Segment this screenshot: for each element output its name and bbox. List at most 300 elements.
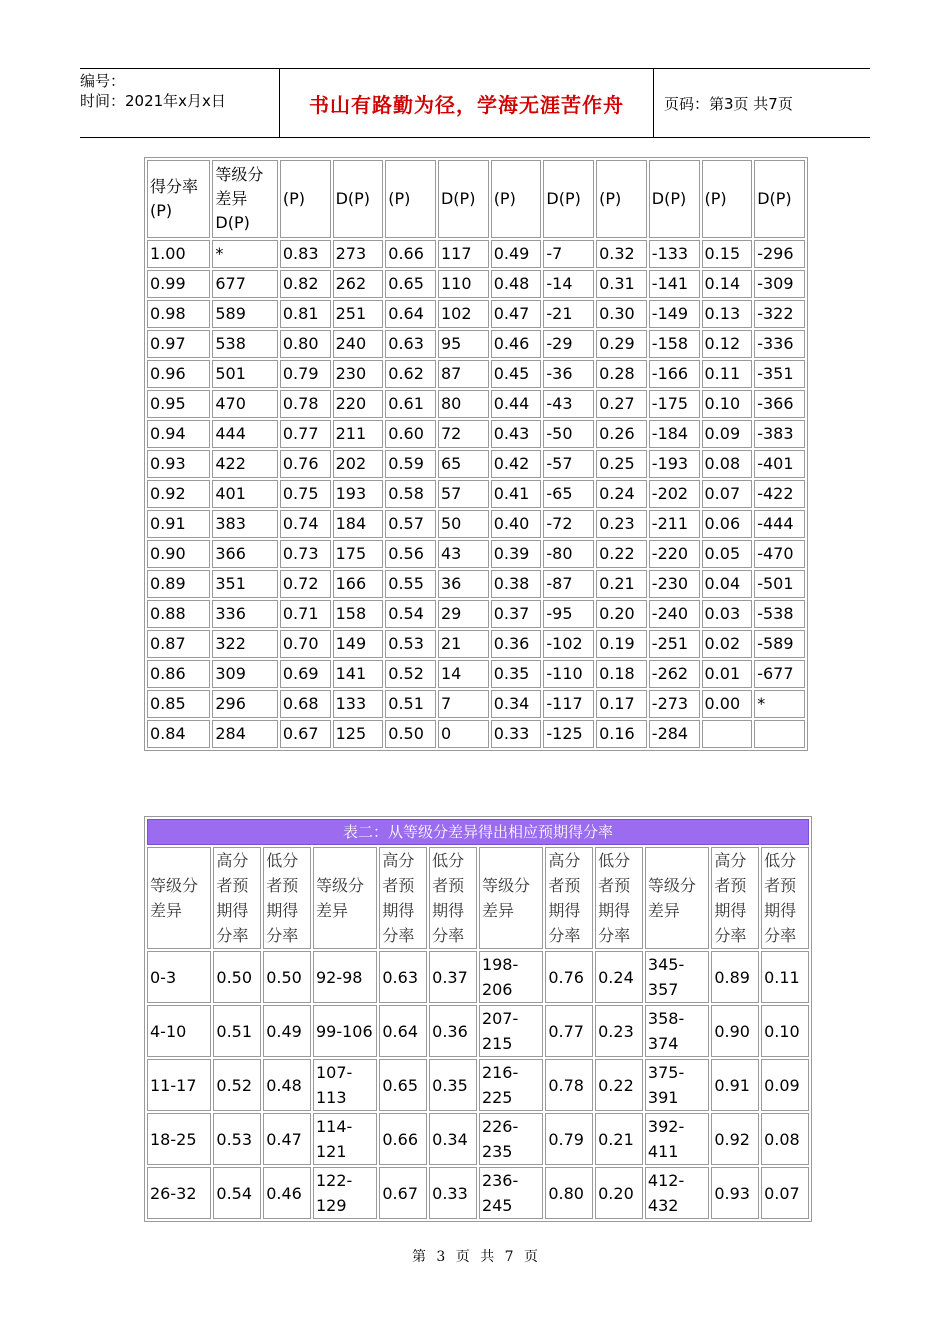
table-cell: 0.89 [147, 570, 210, 598]
table-cell: 0.67 [379, 1167, 427, 1219]
table2-title: 表二：从等级分差异得出相应预期得分率 [147, 819, 809, 845]
table-cell: 95 [438, 330, 489, 358]
table-cell: 240 [333, 330, 384, 358]
table-cell: 392-411 [645, 1113, 709, 1165]
table-cell: 99-106 [313, 1005, 377, 1057]
table-cell: 0.46 [491, 330, 542, 358]
table-row [147, 690, 805, 718]
table-cell: -322 [754, 300, 805, 328]
table-cell: 0.30 [596, 300, 647, 328]
table-cell: 0.05 [702, 540, 753, 568]
table-cell: 110 [438, 270, 489, 298]
table-cell: 230 [333, 360, 384, 388]
table-cell: 284 [212, 720, 278, 748]
column-header: 等级分差异 [147, 847, 211, 949]
table-cell: -262 [649, 660, 700, 688]
table-cell: -202 [649, 480, 700, 508]
table-cell: 158 [333, 600, 384, 628]
table-cell: 0.52 [213, 1059, 261, 1111]
table-cell: 0.85 [147, 690, 210, 718]
table-cell: 14 [438, 660, 489, 688]
table-cell: 0.07 [702, 480, 753, 508]
table-cell: -36 [543, 360, 594, 388]
column-header: 高分者预期得分率 [379, 847, 427, 949]
table-cell: 0.42 [491, 450, 542, 478]
table-cell: 322 [212, 630, 278, 658]
column-header: (P) [280, 160, 331, 238]
table-cell: -366 [754, 390, 805, 418]
table-cell: 0.00 [702, 690, 753, 718]
table-cell: 0.55 [385, 570, 436, 598]
table-cell: 0.65 [385, 270, 436, 298]
table-row [147, 540, 805, 568]
table-cell: 0.35 [491, 660, 542, 688]
table-cell: -220 [649, 540, 700, 568]
table-cell: 262 [333, 270, 384, 298]
table-cell: 366 [212, 540, 278, 568]
table-cell: 0.01 [702, 660, 753, 688]
table-cell: 0.38 [491, 570, 542, 598]
column-header: 得分率(P) [147, 160, 210, 238]
table-cell: -211 [649, 510, 700, 538]
table-cell: 0.16 [596, 720, 647, 748]
table-cell: 0.97 [147, 330, 210, 358]
table-row [147, 1005, 809, 1057]
table-cell: 0.90 [711, 1005, 759, 1057]
table-cell: 125 [333, 720, 384, 748]
table-cell: 0 [438, 720, 489, 748]
table-cell: 0.23 [596, 510, 647, 538]
table-cell: 0.92 [711, 1113, 759, 1165]
table-cell: 184 [333, 510, 384, 538]
table-cell: 0.77 [545, 1005, 593, 1057]
table-cell: 21 [438, 630, 489, 658]
column-header: 低分者预期得分率 [595, 847, 643, 949]
table-cell: 220 [333, 390, 384, 418]
table-cell: -7 [543, 240, 594, 268]
table-cell: 149 [333, 630, 384, 658]
table-cell: 0.25 [596, 450, 647, 478]
column-header: (P) [491, 160, 542, 238]
table-cell: -251 [649, 630, 700, 658]
table-cell: -95 [543, 600, 594, 628]
table-cell: 0.10 [761, 1005, 809, 1057]
table-cell: 0.32 [596, 240, 647, 268]
table-row [147, 300, 805, 328]
table-cell: -50 [543, 420, 594, 448]
table-row [147, 951, 809, 1003]
table-cell: 0.40 [491, 510, 542, 538]
table-cell: 0.06 [702, 510, 753, 538]
table-row [147, 1113, 809, 1165]
table-cell: 0.48 [263, 1059, 311, 1111]
header-meta [80, 69, 280, 137]
table-cell: 193 [333, 480, 384, 508]
table-cell: 383 [212, 510, 278, 538]
table-cell: 0.18 [596, 660, 647, 688]
table-cell: -14 [543, 270, 594, 298]
table-cell: 0.67 [280, 720, 331, 748]
table-cell: 50 [438, 510, 489, 538]
table-cell: 0.63 [385, 330, 436, 358]
table-cell: 351 [212, 570, 278, 598]
table-cell: -117 [543, 690, 594, 718]
table-cell: 87 [438, 360, 489, 388]
table-cell: 226-235 [479, 1113, 543, 1165]
table-cell: 0.11 [761, 951, 809, 1003]
table-cell: 207-215 [479, 1005, 543, 1057]
table-cell: * [754, 690, 805, 718]
table-cell: 0.36 [491, 630, 542, 658]
table-cell: -273 [649, 690, 700, 718]
table-cell: 401 [212, 480, 278, 508]
table-cell: 0.53 [385, 630, 436, 658]
table-cell: 0.66 [385, 240, 436, 268]
table-cell: 0.80 [280, 330, 331, 358]
table-cell: -158 [649, 330, 700, 358]
table-row [147, 630, 805, 658]
table-cell: 72 [438, 420, 489, 448]
column-header: 高分者预期得分率 [213, 847, 261, 949]
table-cell: 1.00 [147, 240, 210, 268]
table-row [147, 600, 805, 628]
table-cell: -193 [649, 450, 700, 478]
table-cell: -383 [754, 420, 805, 448]
table-row [147, 570, 805, 598]
table-cell: -166 [649, 360, 700, 388]
table-cell: 0.13 [702, 300, 753, 328]
table-cell: 0.21 [596, 570, 647, 598]
table-row [147, 270, 805, 298]
table-cell: 29 [438, 600, 489, 628]
table-cell: -87 [543, 570, 594, 598]
table-cell: 80 [438, 390, 489, 418]
table-cell: 0.62 [385, 360, 436, 388]
table-cell: 0.81 [280, 300, 331, 328]
table-cell: -102 [543, 630, 594, 658]
table-cell: 0.61 [385, 390, 436, 418]
table-cell: 0.51 [385, 690, 436, 718]
column-header: D(P) [438, 160, 489, 238]
table-cell: 0.29 [596, 330, 647, 358]
table-cell: 0.80 [545, 1167, 593, 1219]
table-cell: 0.02 [702, 630, 753, 658]
column-header: 等级分差异 [313, 847, 377, 949]
table-cell: 444 [212, 420, 278, 448]
table-cell: 0.72 [280, 570, 331, 598]
table-cell: 0.33 [491, 720, 542, 748]
table-cell: 7 [438, 690, 489, 718]
table-cell: 0.59 [385, 450, 436, 478]
table-cell: 0.35 [429, 1059, 477, 1111]
table-cell: 0.73 [280, 540, 331, 568]
table-cell: 0.20 [596, 600, 647, 628]
table-cell: 0.34 [429, 1113, 477, 1165]
table-row [147, 480, 805, 508]
table-row [147, 1059, 809, 1111]
table-cell: 0.49 [263, 1005, 311, 1057]
table-cell: 114-121 [313, 1113, 377, 1165]
header-page [654, 69, 870, 137]
table-cell: 0.49 [491, 240, 542, 268]
table-cell: 36 [438, 570, 489, 598]
column-header: (P) [385, 160, 436, 238]
table-cell: 0.21 [595, 1113, 643, 1165]
table-cell: 0.43 [491, 420, 542, 448]
table-cell: 43 [438, 540, 489, 568]
table-cell: 0.69 [280, 660, 331, 688]
table-cell: 0.37 [491, 600, 542, 628]
table-row [147, 420, 805, 448]
table-cell: 589 [212, 300, 278, 328]
table-header-row [147, 160, 805, 238]
table-cell: 538 [212, 330, 278, 358]
table-cell: 0.52 [385, 660, 436, 688]
table-cell: 296 [212, 690, 278, 718]
table-cell: 0.39 [491, 540, 542, 568]
column-header: 低分者预期得分率 [263, 847, 311, 949]
table-cell: -230 [649, 570, 700, 598]
table-cell: -501 [754, 570, 805, 598]
table-cell: 0.47 [263, 1113, 311, 1165]
table-cell: 211 [333, 420, 384, 448]
table-score-rate-to-rating-diff [144, 157, 808, 751]
table-cell: 0.47 [491, 300, 542, 328]
table-cell: 0.60 [385, 420, 436, 448]
table-cell: 0.07 [761, 1167, 809, 1219]
table-cell: -470 [754, 540, 805, 568]
table-cell: 345-357 [645, 951, 709, 1003]
column-header: D(P) [649, 160, 700, 238]
table-cell: 336 [212, 600, 278, 628]
column-header: 低分者预期得分率 [761, 847, 809, 949]
table-cell: 117 [438, 240, 489, 268]
table-cell: 0.91 [711, 1059, 759, 1111]
table-cell: 0.93 [711, 1167, 759, 1219]
table-cell: 0.58 [385, 480, 436, 508]
table-cell: 309 [212, 660, 278, 688]
table-row [147, 450, 805, 478]
table-cell: 0.98 [147, 300, 210, 328]
table-cell: -309 [754, 270, 805, 298]
table-cell: 141 [333, 660, 384, 688]
table-cell: 0.57 [385, 510, 436, 538]
table-cell: -336 [754, 330, 805, 358]
table-cell: 0.26 [596, 420, 647, 448]
table-cell: 0.92 [147, 480, 210, 508]
table-cell: 0.41 [491, 480, 542, 508]
code-label: 编号： [80, 72, 126, 90]
table-cell: 236-245 [479, 1167, 543, 1219]
motto: 书山有路勤为径，学海无涯苦作舟 [309, 92, 624, 117]
table-cell: -65 [543, 480, 594, 508]
table-row [147, 330, 805, 358]
table-cell: 422 [212, 450, 278, 478]
table-cell: 0.84 [147, 720, 210, 748]
table-cell: 0.24 [596, 480, 647, 508]
table-cell: 0.50 [213, 951, 261, 1003]
table-cell: 0.74 [280, 510, 331, 538]
table-cell: -538 [754, 600, 805, 628]
column-header: 高分者预期得分率 [711, 847, 759, 949]
table-cell: 251 [333, 300, 384, 328]
table-cell: 107-113 [313, 1059, 377, 1111]
table-cell: -125 [543, 720, 594, 748]
table-cell: 0.76 [280, 450, 331, 478]
column-header: D(P) [333, 160, 384, 238]
table-cell: 65 [438, 450, 489, 478]
table-cell: 0.95 [147, 390, 210, 418]
column-header: 等级分差异D(P) [212, 160, 278, 238]
table-cell: 0.76 [545, 951, 593, 1003]
table-cell: 0.90 [147, 540, 210, 568]
table-cell: 0.79 [280, 360, 331, 388]
table-cell: 0.23 [595, 1005, 643, 1057]
table-cell: 0.87 [147, 630, 210, 658]
table-cell: 0.64 [385, 300, 436, 328]
table-cell: 0.28 [596, 360, 647, 388]
table-cell: 0.33 [429, 1167, 477, 1219]
table-cell: 0.15 [702, 240, 753, 268]
table-cell: 0.14 [702, 270, 753, 298]
date-label: 时间：2021年x月x日 [80, 92, 226, 110]
table-cell: 0.70 [280, 630, 331, 658]
table-cell: -43 [543, 390, 594, 418]
table-cell: 412-432 [645, 1167, 709, 1219]
table-cell: -57 [543, 450, 594, 478]
table-row [147, 240, 805, 268]
table-cell: 0.79 [545, 1113, 593, 1165]
table-cell: 57 [438, 480, 489, 508]
table-cell: 470 [212, 390, 278, 418]
column-header: 等级分差异 [479, 847, 543, 949]
table-cell: 0.50 [385, 720, 436, 748]
column-header: 高分者预期得分率 [545, 847, 593, 949]
column-header: D(P) [754, 160, 805, 238]
table-cell: 0.09 [702, 420, 753, 448]
table-cell: 0.65 [379, 1059, 427, 1111]
table-cell: 216-225 [479, 1059, 543, 1111]
table-cell: 0.17 [596, 690, 647, 718]
table-cell: 0.82 [280, 270, 331, 298]
table-cell: 18-25 [147, 1113, 211, 1165]
table-cell: 175 [333, 540, 384, 568]
column-header: 等级分差异 [645, 847, 709, 949]
table-cell: 0.09 [761, 1059, 809, 1111]
table-cell: 0.19 [596, 630, 647, 658]
table-cell: 0.08 [702, 450, 753, 478]
header-motto-cell [280, 69, 654, 137]
table-rating-diff-to-expected-score [144, 816, 812, 1222]
table-cell: 501 [212, 360, 278, 388]
table-cell: 0.22 [596, 540, 647, 568]
table-cell: -175 [649, 390, 700, 418]
table-cell: 202 [333, 450, 384, 478]
table-cell: 0.54 [213, 1167, 261, 1219]
table-cell: 0.36 [429, 1005, 477, 1057]
table-cell: 0.11 [702, 360, 753, 388]
table-header-row [147, 847, 809, 949]
table-cell: 0.68 [280, 690, 331, 718]
table-cell: -677 [754, 660, 805, 688]
table-cell: 0.78 [545, 1059, 593, 1111]
table-cell: 0.12 [702, 330, 753, 358]
table-row [147, 360, 805, 388]
table-cell: 0.37 [429, 951, 477, 1003]
table-cell: 0.91 [147, 510, 210, 538]
table-cell: 0.88 [147, 600, 210, 628]
table-cell: 358-374 [645, 1005, 709, 1057]
table-row [147, 390, 805, 418]
table-cell: * [212, 240, 278, 268]
table-cell: 0.48 [491, 270, 542, 298]
table-cell: -141 [649, 270, 700, 298]
table-cell: -422 [754, 480, 805, 508]
table-cell: 0.22 [595, 1059, 643, 1111]
table-cell: 0.24 [595, 951, 643, 1003]
page-label: 页码：第3页 共7页 [664, 94, 793, 113]
table-cell: -133 [649, 240, 700, 268]
table-cell: 0.64 [379, 1005, 427, 1057]
column-header: (P) [702, 160, 753, 238]
table-cell: 0.83 [280, 240, 331, 268]
table-cell: 0.50 [263, 951, 311, 1003]
table-cell: 166 [333, 570, 384, 598]
table-cell: 0.93 [147, 450, 210, 478]
table-cell: 92-98 [313, 951, 377, 1003]
table-cell: 198-206 [479, 951, 543, 1003]
table-cell: -444 [754, 510, 805, 538]
table-cell: 0.56 [385, 540, 436, 568]
table-cell: -29 [543, 330, 594, 358]
table-cell: -284 [649, 720, 700, 748]
table-cell: 0.31 [596, 270, 647, 298]
table-cell: 0.71 [280, 600, 331, 628]
column-header: D(P) [543, 160, 594, 238]
table-row [147, 1167, 809, 1219]
table-cell: -240 [649, 600, 700, 628]
table-cell: 0.77 [280, 420, 331, 448]
table-cell: 0.78 [280, 390, 331, 418]
table-cell: 0.45 [491, 360, 542, 388]
table-cell: 0.20 [595, 1167, 643, 1219]
table-cell: 0.04 [702, 570, 753, 598]
table-cell: 0.89 [711, 951, 759, 1003]
table-cell: -589 [754, 630, 805, 658]
table-cell: 0.66 [379, 1113, 427, 1165]
table-cell: 0.94 [147, 420, 210, 448]
table-cell: 11-17 [147, 1059, 211, 1111]
table-row [147, 720, 805, 748]
table-cell: 102 [438, 300, 489, 328]
table-cell: 0.44 [491, 390, 542, 418]
table-cell: 273 [333, 240, 384, 268]
table-cell: -296 [754, 240, 805, 268]
table-cell: 26-32 [147, 1167, 211, 1219]
table-row [147, 510, 805, 538]
table-cell: 0.51 [213, 1005, 261, 1057]
table-cell: 4-10 [147, 1005, 211, 1057]
table-cell: -21 [543, 300, 594, 328]
table-cell: 0.03 [702, 600, 753, 628]
table-cell: 0.08 [761, 1113, 809, 1165]
table-cell: -184 [649, 420, 700, 448]
table-cell: 677 [212, 270, 278, 298]
table-cell: 0.99 [147, 270, 210, 298]
column-header: 低分者预期得分率 [429, 847, 477, 949]
table-row [147, 660, 805, 688]
table-cell: -72 [543, 510, 594, 538]
